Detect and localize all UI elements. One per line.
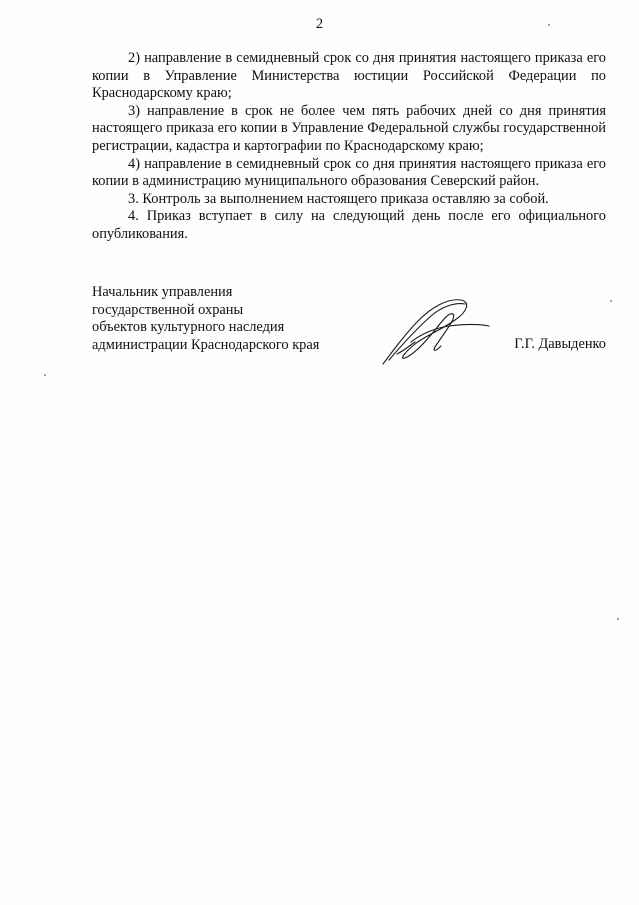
paragraph-control: 3. Контроль за выполнением настоящего приказа оставляю за собой. (128, 190, 549, 207)
signer-name: Г.Г. Давыденко (514, 336, 606, 352)
document-body (92, 50, 606, 244)
scan-speck (548, 24, 550, 26)
paragraph-item-3: 3) направление в срок не более чем пять рабочих дней со дня принятия настоящего приказа его копии в Управление Федеральной службы государственной регистрации, кадастра и картографии по Краснодарскому краю; (92, 102, 606, 154)
paragraph-item-2: 2) направление в семидневный срок со дня принятия настоящего приказа его копии в Управление Министерства юстиции Российской Федерации по Краснодарскому краю; (92, 50, 606, 102)
paragraph-effective-date: 4. Приказ вступает в силу на следующий день после его официального опубликования. (92, 208, 606, 242)
scan-speck (610, 300, 612, 302)
signatory-title-line-1: Начальник управления (92, 284, 233, 300)
scan-speck (617, 618, 619, 620)
signature-strokes (383, 300, 489, 364)
signatory-title-line-3: объектов культурного наследия (92, 319, 285, 336)
handwritten-signature (375, 290, 495, 370)
signatory-title (92, 284, 319, 354)
signatory-title-line-2: государственной охраны (92, 301, 244, 318)
paragraph-item-4: 4) направление в семидневный срок со дня принятия настоящего приказа его копии в администрацию муниципального образования Северский район. (92, 155, 606, 190)
scan-speck (44, 374, 46, 376)
page-number: 2 (315, 16, 324, 32)
signatory-title-line-4: администрации Краснодарского края (92, 336, 320, 353)
